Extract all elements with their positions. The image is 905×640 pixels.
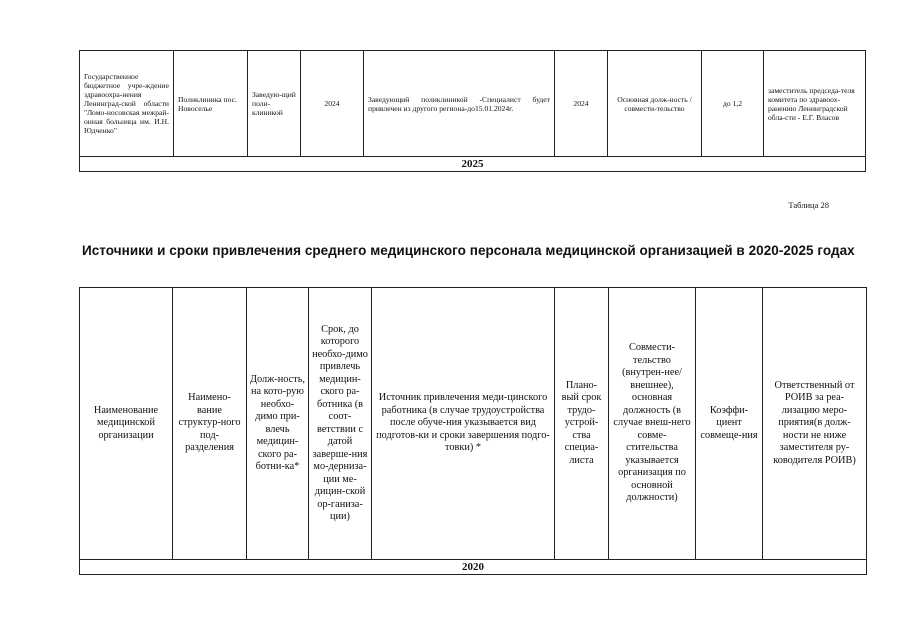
position-cell: Заведую-щий поли-клиникой [248,51,301,157]
year-label: 2020 [80,560,867,575]
header-combination: Совмести-тельство (внутрен-нее/внешнее), основная должность (в случае внеш-него совме-стительства указывается организация по основной должности) [609,288,696,560]
continuation-table [79,50,866,172]
header-subdivision: Наимено-вание структур-ного под-разделения [173,288,247,560]
header-coefficient: Коэффи-циент совмеще-ния [696,288,763,560]
subdivision-cell: Поликлиника пос. Новоселье [174,51,248,157]
main-table [79,287,867,575]
header-position: Долж-ность, на кото-рую необхо-димо при-влечь медицин-ского ра-ботни-ка* [247,288,309,560]
header-organization: Наименование медицинской организации [80,288,173,560]
header-deadline: Срок, до которого необхо-димо привлечь медицин-ского ра-ботника (в соот-ветствии с датой заверше-ния мо-дерниза-ции ме-дицин-ской ор-ганиза-ции) [309,288,372,560]
table-caption: Таблица 28 [788,200,829,210]
header-row [80,288,867,560]
header-responsible: Ответственный от РОИВ за реа-лизацию меро-приятия(в долж-ности не ниже заместителя ру-ководителя РОИВ) [763,288,867,560]
year-row [80,157,866,172]
table-row [80,51,866,157]
organization-cell: Государственное бюджетное учре-ждение здравоохра-нения Ленинград-ской области "Ломо-носовская межрай-онная больница им. И.Н. Юдченко" [80,51,174,157]
responsible-cell: заместитель председа-теля комитета по здравоох-ранению Ленинградской обла-сти - Е.Г. Власов [764,51,866,157]
coefficient-cell: до 1,2 [702,51,764,157]
header-planned: Плано-вый срок трудо-устрой-ства специа-листа [555,288,609,560]
year-label: 2025 [80,157,866,172]
year-row [80,560,867,575]
combination-cell: Основная долж-ность / совмести-тельство [608,51,702,157]
planned-year-cell: 2024 [555,51,608,157]
header-source: Источник привлечения меди-цинского работника (в случае трудоустройства после обуче-ния указывается вид подготов-ки и сроки завершения подго-товки) * [372,288,555,560]
source-cell: Заведующий поликлиникой -Специалист будет привлечен из другого региона-до15.01.2024г. [364,51,555,157]
page-title: Источники и сроки привлечения среднего медицинского персонала медицинской организацией в 2020-2025 годах [82,243,855,258]
deadline-cell: 2024 [301,51,364,157]
